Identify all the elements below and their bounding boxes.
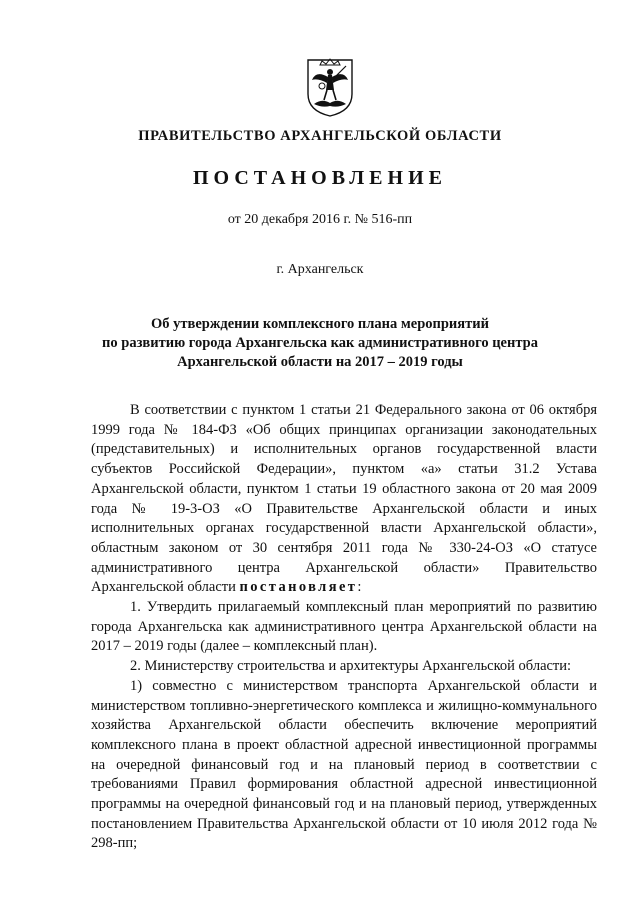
- title-line-2: по развитию города Архангельска как административного центра: [102, 335, 538, 351]
- document-type: ПОСТАНОВЛЕНИЕ: [193, 167, 447, 189]
- item-2-paragraph: 2. Министерству строительства и архитектуры Архангельской области:: [130, 658, 572, 675]
- preamble-paragraph: [91, 401, 597, 598]
- document-title: [0, 315, 640, 372]
- coat-of-arms-icon: [300, 56, 360, 118]
- government-name: ПРАВИТЕЛЬСТВО АРХАНГЕЛЬСКОЙ ОБЛАСТИ: [138, 128, 502, 144]
- item-1-paragraph: 1. Утвердить прилагаемый комплексный план мероприятий по развитию города Архангельска как административного центра Архангельской области на 2017 – 2019 годы (далее – комплексный план).: [91, 599, 597, 655]
- city-name: г. Архангельск: [276, 262, 364, 277]
- document-body: [91, 401, 597, 854]
- item-2-1-paragraph: 1) совместно с министерством транспорта Архангельской области и министерством топливно-энергетического комплекса и жилищно-коммунального хозяйства Архангельской области обеспечить включение мероприятий комплексного плана в проект областной адресной инвестиционной программы на очередной финансовый год и на плановый период в соответствии с требованиями Правил формирования областной адресной инвестиционной программы на очередной финансовый год и на плановый период, утвержденных постановлением Правительства Архангельской области от 10 июля 2012 года № 298-пп;: [91, 677, 597, 852]
- resolves-colon: :: [357, 579, 362, 596]
- title-line-1: Об утверждении комплексного плана мероприятий: [151, 316, 489, 332]
- preamble-text: В соответствии с пунктом 1 статьи 21 Федерального закона от 06 октября 1999 года № 184-ФЗ «Об общих принципах организации законодательных (представительных) и исполнительных органов государственной власти субъектов Российской Федерации», пунктом «а» статьи 31.2 Устава Архангельской области, пунктом 1 статьи 19 областного закона от 20 мая 2009 года № 19-3-ОЗ «О Правительстве Архангельской области и иных исполнительных органах государственной власти Архангельской области», областным законом от 30 сентября 2011 года № 330-24-ОЗ «О статусе административного центра Архангельской области» Правительство Архангельской области: [91, 402, 597, 596]
- title-line-3: Архангельской области на 2017 – 2019 годы: [177, 354, 463, 370]
- resolves-word: постановляет: [239, 579, 358, 596]
- date-and-number: от 20 декабря 2016 г. № 516-пп: [227, 212, 413, 227]
